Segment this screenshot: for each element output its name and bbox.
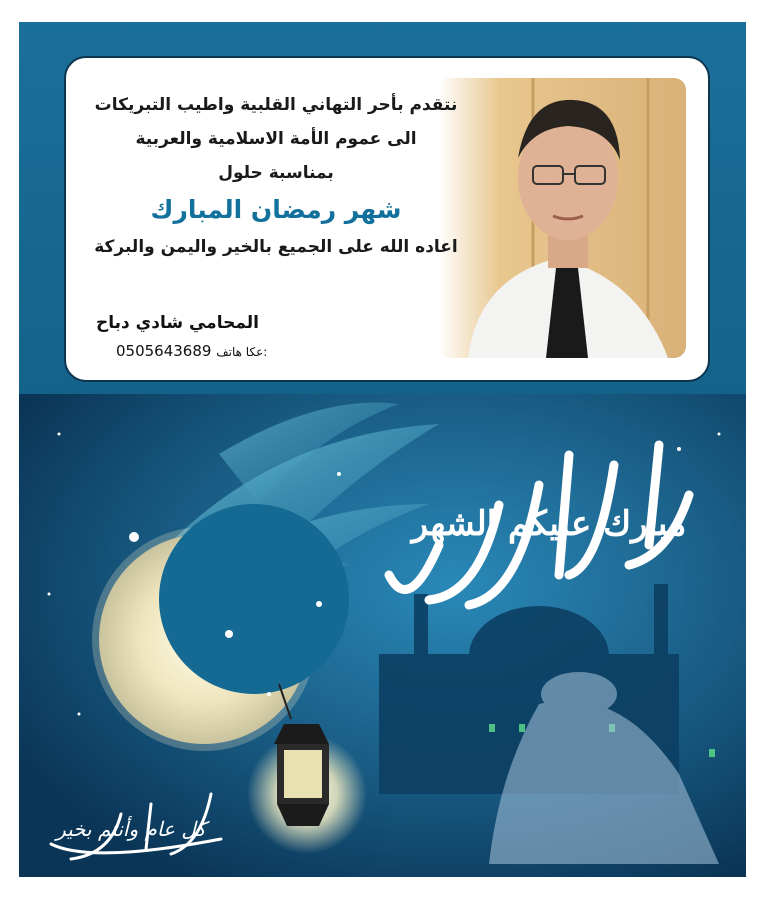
greeting-card	[64, 56, 710, 382]
calligraphy-text: مبارك عليكم الشهر	[411, 504, 687, 544]
portrait-photo	[438, 78, 686, 358]
greeting-text	[86, 88, 466, 264]
phone-number: 0505643689	[116, 342, 212, 360]
greeting-line-4: اعاده الله على الجميع بالخير واليمن والبركة	[94, 237, 458, 257]
greeting-line-2: الى عموم الأمة الاسلامية والعربية	[135, 129, 417, 149]
greeting-line-1: نتقدم بأحر التهاني القلبية واطيب التبريكات	[94, 95, 458, 115]
sender-phone	[116, 342, 267, 360]
phone-label: عكا هاتف:	[216, 345, 268, 359]
greeting-line-3: بمناسبة حلول	[218, 163, 334, 183]
poster	[19, 22, 746, 877]
footer-calligraphy-text: كل عام وأنتم بخير	[56, 817, 206, 841]
sender-name: المحامي شادي دباح	[96, 313, 259, 333]
greeting-headline: شهر رمضان المبارك	[150, 195, 402, 224]
calligraphy-kul-am	[31, 784, 231, 869]
calligraphy-mubarak-alaykum	[369, 425, 709, 625]
